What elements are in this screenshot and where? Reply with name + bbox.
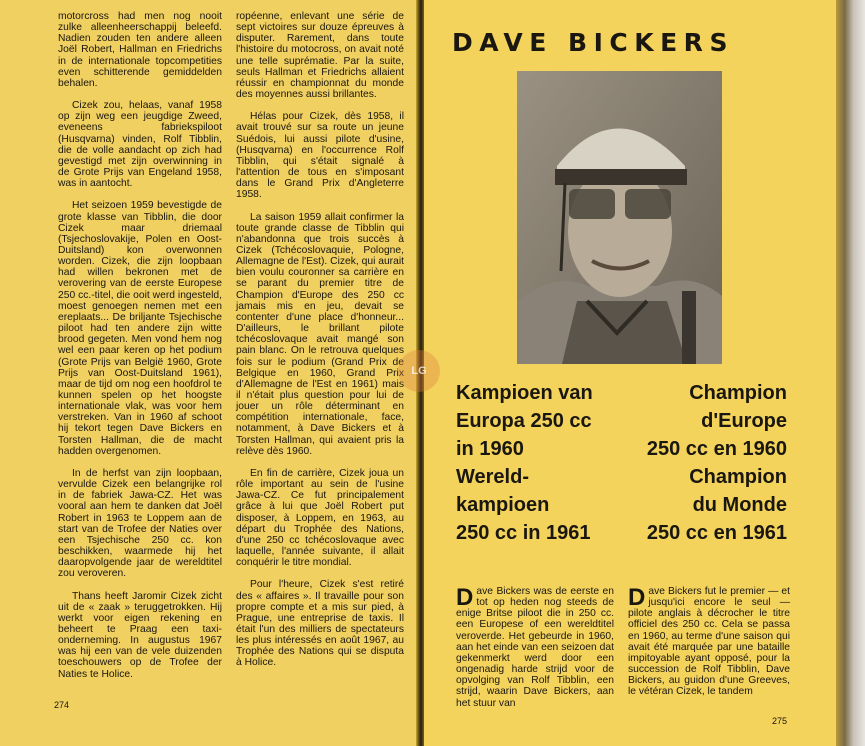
- dropcap: D: [456, 584, 474, 611]
- paragraph: Pour l'heure, Cizek s'est retiré des « affaires ». Il travaille pour son propre compte et a mis sur pied, à Prague, une entreprise de taxis. Il était l'un des milliers de spectateurs les plus intéressés en août 1967, au Trophée des Nations qui se disputa à Holice.: [236, 579, 404, 669]
- left-column-dutch: [58, 11, 222, 691]
- paragraph: Hélas pour Cizek, dès 1958, il avait trouvé sur sa route un jeune Suédois, lui aussi pilote d'usine, (Husqvarna) en l'occurrence Rolf Tibblin, qui s'était signalé à l'attention de tous en s'imposant dans le Grand Prix d'Angleterre 1958.: [236, 111, 404, 201]
- body-text: ave Bickers fut le premier — et jusqu'ici encore le seul — pilote anglais à décrocher le titre officiel des 250 cc. Cela se passa en 1960, au terme d'une saison qui avait été marquée par une bataille impitoyable ayant opposé, pour la succession de Rolf Tibblin, Dave Bickers, au guidon d'une Greeves, le vétéran Cizek, le tandem: [628, 586, 790, 698]
- paragraph: La saison 1959 allait confirmer la toute grande classe de Tibblin qui n'abandonna que trois succès à Cizek (Tchécoslovaquie, Pologne, Allemagne de l'Est). Cizek, qui aurait bien voulu couronner sa carrière en se parant du premier titre de Champion d'Europe des 250 cc jamais mis en jeu, devait se contenter d'une place d'honneur... D'ailleurs, le brillant pilote tchécoslovaque avait mangé son pain blanc. On le retrouva quelques fois sur le podium (Grand Prix de Belgique en 1960, Grand Prix d'Allemagne de l'Est en 1961) mais il n'était plus question pour lui de jouer un rôle déterminant en compétition internationale, face, notamment, à Dave Bickers et à Torsten Hallman, qui avaient pris la relève dès 1960.: [236, 211, 404, 457]
- body-french: [628, 586, 790, 698]
- page-edge: [836, 0, 865, 746]
- paragraph: motorcross had men nog nooit zulke alleenheerschappij beleefd. Nadien zouden ten andere alleen Joël Robert, Hallman en Friedrichs in de internationale topcompetities even schitterende gemiddelden behalen.: [58, 11, 222, 89]
- portrait-photo: [517, 71, 722, 364]
- heading-french: Champion d'Europe 250 cc en 1960 Champion du Monde 250 cc en 1961: [646, 382, 787, 544]
- paragraph: ropéenne, enlevant une série de sept victoires sur douze épreuves à disputer. Rarement, dans toute l'histoire du motocross, on avait noté une telle suprématie. Par la suite, seuls Hallman et Friedrichs allaient réussir en championnat du monde des moyennes aussi brillantes.: [236, 11, 404, 101]
- body-text: ave Bickers was de eerste en tot op heden nog steeds de enige Britse piloot die in 250 cc. een Europese of een wereldtitel veroverde. Het gebeurde in 1960, aan het einde van een seizoen dat gekenmerkt werd door een ongenadig harde strijd voor de opvolging van Rolf Tibblin, een strijd, waarin Dave Bickers, aan het stuur van: [456, 586, 614, 709]
- left-column-french: [236, 11, 404, 680]
- paragraph: En fin de carrière, Cizek joua un rôle important au sein de l'usine Jawa-CZ. Ce fut principalement grâce à lui que Joël Robert put disposer, à Loppem, en 1963, au départ du Trophée des Nations, d'une 250 cc tchécoslovaque avec laquelle, l'année suivante, il allait conquérir le titre mondial.: [236, 467, 404, 569]
- page-title: DAVE BICKERS: [452, 28, 734, 57]
- paragraph: Cizek zou, helaas, vanaf 1958 op zijn weg een jeugdige Zweed, eveneens fabriekspiloot (Husqvarna) vinden, Rolf Tibblin, die de volle aandacht op zich had gevestigd met zijn overwinning in de Grote Prijs van Engeland 1958, was in aantocht.: [58, 100, 222, 190]
- left-page: [0, 0, 418, 746]
- dropcap: D: [628, 584, 646, 611]
- paragraph: In de herfst van zijn loopbaan, vervulde Cizek een belangrijke rol in de fabriek Jawa-CZ. Het was vooral aan hem te danken dat Joël Robert in 1963 te Loppem aan de start van de Trofee der Naties over een Tsjechische 250 cc. kon beschikken, waarmede hij het daaropvolgende jaar de wereldtitel zou veroveren.: [58, 467, 222, 580]
- paragraph: Thans heeft Jaromir Cizek zicht uit de « zaak » teruggetrokken. Hij werkt voor eigen rekening en beheert te Praag een taxi-onderneming. In augustus 1967 was hij een van de vele duizenden toeschouwers op de Trofee der Naties te Holice.: [58, 590, 222, 680]
- page-number-left: 274: [54, 700, 70, 710]
- paragraph: Het seizoen 1959 bevestigde de grote klasse van Tibblin, die door Cizek maar driemaal (Tsjechoslovakije, Polen en Oost-Duitsland) kon overwonnen worden. Cizek, die zijn loopbaan had willen bekronen met de verovering van de eerste Europese 250 cc.-titel, die ooit werd ingesteld, moest genoegen nemen met een ereplaats... De briljante Tsjechische piloot had ten andere zijn witte brood gegeten. Men vond hem nog wel een paar keren op het podium (Grote Prijs van België 1960, Grote Prijs van Oost-Duitsland 1961), maar de tijd om nog een hoofdrol te kunnen spelen op het hoogste internationale vlak, was voor hem verstreken. Van in 1960 af schoot hij tekort tegen Dave Bickers en Torsten Hallman, die de macht hadden overgenomen.: [58, 200, 222, 457]
- rider-portrait-image: [517, 71, 722, 364]
- page-number-right: 275: [772, 716, 788, 726]
- watermark-stamp: LG: [398, 350, 440, 392]
- body-dutch: [456, 586, 614, 709]
- heading-dutch: Kampioen van Europa 250 cc in 1960 Wereld- kampioen 250 cc in 1961: [456, 382, 593, 544]
